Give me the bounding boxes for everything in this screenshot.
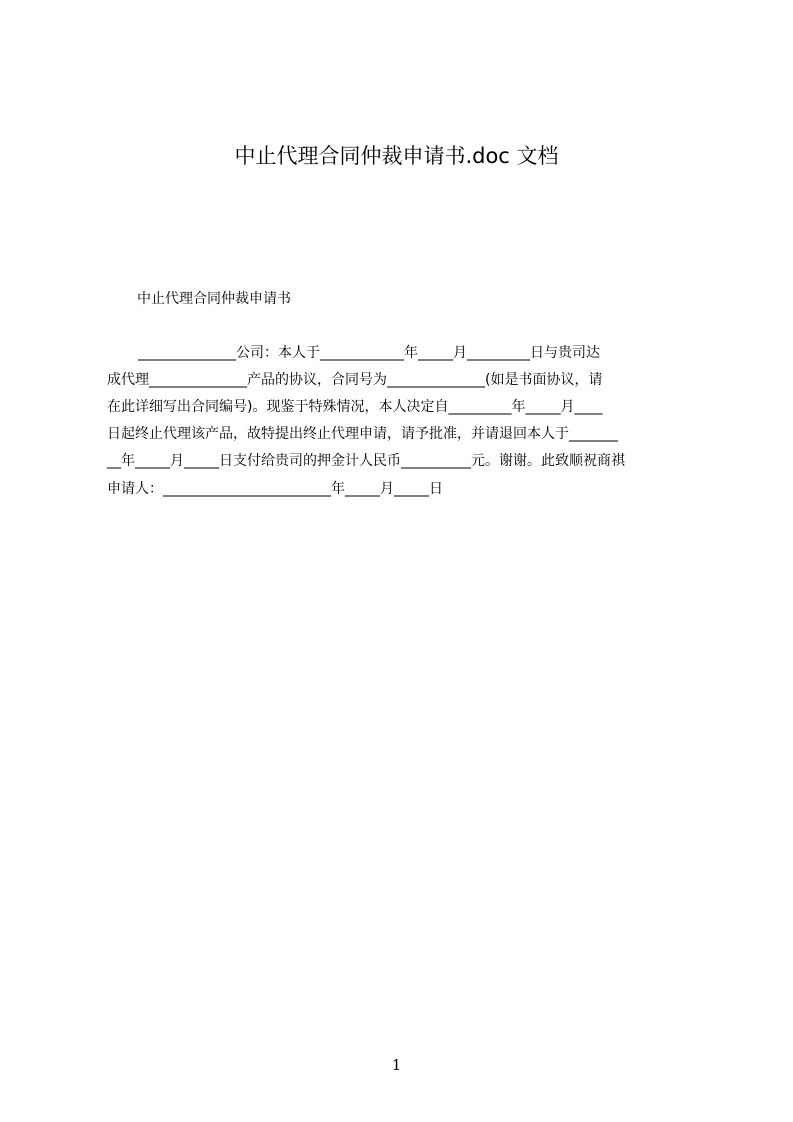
body-line-4: 日起终止代理该产品，故特提出终止代理申请，请予批准，并请退回本人于_______ [107, 426, 618, 442]
body-line-5: __年_____月_____日支付给贵司的押金计人民币__________元。谢谢。此致顺祝商祺 [107, 453, 625, 469]
body-line-3: 在此详细写出合同编号)。现鉴于特殊情况，本人决定自_________年_____月____ [107, 399, 603, 415]
document-title: 中止代理合同仲裁申请书.doc 文档 [234, 144, 559, 168]
page-number: 1 [391, 1056, 402, 1074]
body-line-1: ______________公司：本人于____________年_____月_________日与贵司达 [138, 345, 600, 361]
body-line-2: 成代理______________产品的协议，合同号为______________(如是书面协议，请 [107, 372, 603, 388]
applicant-signature-line: 申请人：________________________年_____月_____日 [107, 481, 443, 497]
application-heading: 中止代理合同仲裁申请书 [137, 291, 291, 307]
